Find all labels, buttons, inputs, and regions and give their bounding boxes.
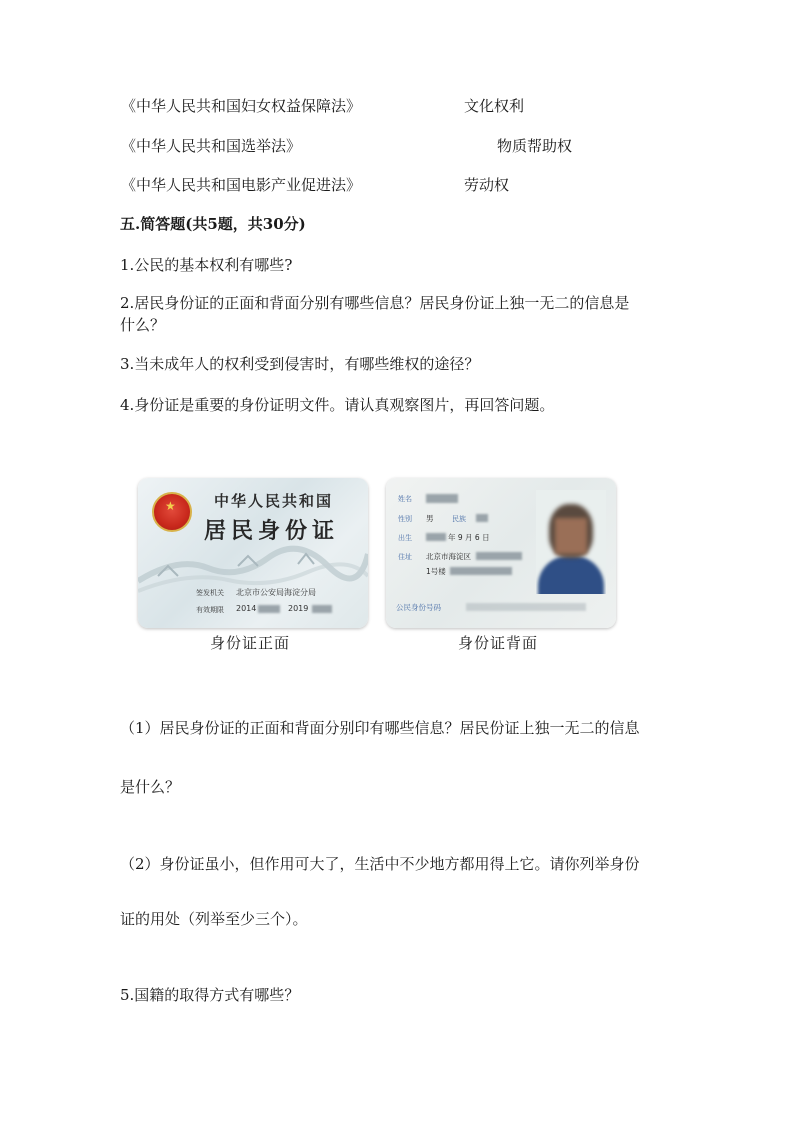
id-card-front-image <box>138 478 368 628</box>
id-front-validity-start: 2014 <box>236 604 257 613</box>
matching-left-3: 《中华人民共和国电影产业促进法》 <box>121 176 362 194</box>
id-front-validity-label: 有效期限 <box>196 606 224 614</box>
question-4-sub-2-line-1: （2）身份证虽小，但作用可大了，生活中不少地方都用得上它。请你列举身份 <box>120 855 640 873</box>
question-2-line-2: 什么？ <box>120 316 166 334</box>
redacted-block <box>466 603 586 611</box>
id-back-birth-label: 出生 <box>398 534 412 542</box>
matching-left-2: 《中华人民共和国选举法》 <box>121 137 302 155</box>
question-1: 1.公民的基本权利有哪些? <box>120 256 293 274</box>
redacted-block <box>476 514 488 522</box>
star-icon: ★ <box>165 499 176 513</box>
redacted-block <box>426 533 446 541</box>
id-back-birth-value: 年 9 月 6 日 <box>448 533 490 542</box>
id-card-back-image <box>386 478 616 628</box>
id-front-validity-end: 2019 <box>288 604 309 613</box>
id-back-gender-value: 男 <box>426 514 434 523</box>
matching-left-1: 《中华人民共和国妇女权益保障法》 <box>121 97 362 115</box>
matching-right-2: 物质帮助权 <box>497 137 573 155</box>
id-back-address-label: 住址 <box>398 553 412 561</box>
id-front-authority-label: 签发机关 <box>196 589 224 597</box>
id-back-address-value: 北京市海淀区 <box>426 552 471 561</box>
question-4: 4.身份证是重要的身份证明文件。请认真观察图片，再回答问题。 <box>120 396 555 414</box>
question-5: 5.国籍的取得方式有哪些？ <box>120 986 300 1004</box>
id-back-address-value-2: 1号楼 <box>426 567 446 576</box>
id-front-caption: 身份证正面 <box>210 634 291 652</box>
matching-right-3: 劳动权 <box>464 176 510 194</box>
question-2-line-1: 2.居民身份证的正面和背面分别有哪些信息？居民身份证上独一无二的信息是 <box>120 294 630 312</box>
id-front-authority-value: 北京市公安局海淀分局 <box>236 588 316 597</box>
question-4-sub-2-line-2: 证的用处（列举至少三个）。 <box>120 910 308 928</box>
question-4-sub-1-line-1: （1）居民身份证的正面和背面分别印有哪些信息？居民份证上独一无二的信息 <box>120 719 640 737</box>
redacted-block <box>312 605 332 613</box>
question-4-sub-1-line-2: 是什么？ <box>120 778 181 796</box>
redacted-block <box>258 605 280 613</box>
question-3: 3.当未成年人的权利受到侵害时，有哪些维权的途径？ <box>120 355 480 373</box>
id-back-gender-label: 性别 <box>398 515 412 523</box>
id-front-title: 居民身份证 <box>204 518 340 544</box>
matching-right-1: 文化权利 <box>464 97 525 115</box>
id-back-ethnicity-label: 民族 <box>452 515 466 523</box>
redacted-block <box>426 494 458 503</box>
id-front-country: 中华人民共和国 <box>214 492 334 510</box>
id-back-name-label: 姓名 <box>398 495 412 503</box>
id-photo-blurred <box>536 490 606 594</box>
id-back-number-label: 公民身份号码 <box>396 603 441 612</box>
redacted-block <box>450 567 512 575</box>
id-back-caption: 身份证背面 <box>458 634 539 652</box>
national-emblem-icon <box>152 492 192 532</box>
section-heading: 五.简答题(共5题，共30分) <box>120 215 306 233</box>
redacted-block <box>476 552 522 560</box>
